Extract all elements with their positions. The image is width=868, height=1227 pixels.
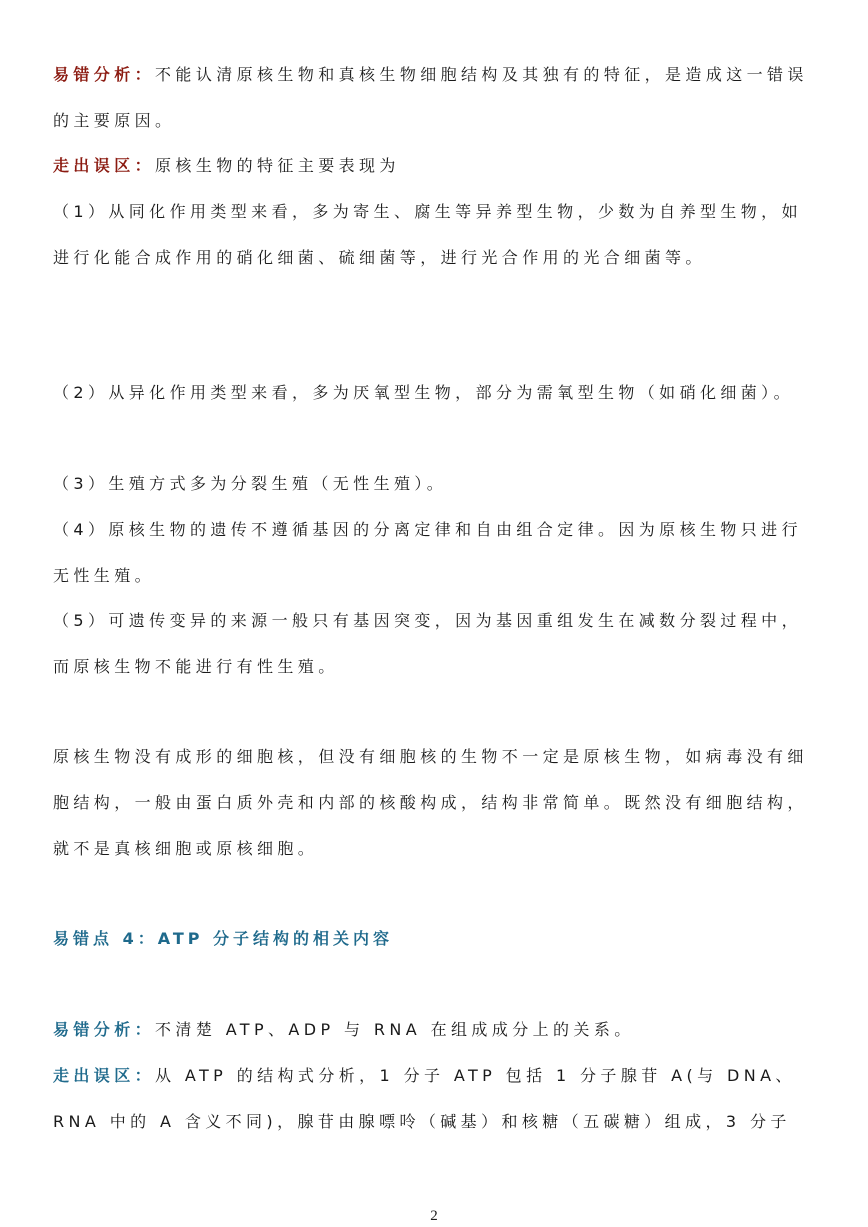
paragraph-point-5: （5）可遗传变异的来源一般只有基因突变，因为基因重组发生在减数分裂过程中，而原核生物不能进行有性生殖。 <box>53 611 802 676</box>
paragraph-virus-note: 原核生物没有成形的细胞核，但没有细胞核的生物不一定是原核生物，如病毒没有细胞结构，一般由蛋白质外壳和内部的核酸构成，结构非常简单。既然没有细胞结构，就不是真核细胞或原核细胞。 <box>53 747 808 858</box>
paragraph-error-analysis-1 <box>53 52 815 144</box>
label-error-analysis: 易错分析： <box>53 65 156 84</box>
paragraph-way-out-2 <box>53 1053 815 1145</box>
paragraph-text: 原核生物的特征主要表现为 <box>155 156 400 175</box>
label-way-out: 走出误区： <box>53 1066 156 1085</box>
paragraph-point-4: （4）原核生物的遗传不遵循基因的分离定律和自由组合定律。因为原核生物只进行无性生殖。 <box>53 520 802 585</box>
paragraph-point-3: （3）生殖方式多为分裂生殖（无性生殖）。 <box>53 474 448 493</box>
paragraph-point-1: （1）从同化作用类型来看，多为寄生、腐生等异养型生物，少数为自养型生物，如进行化能合成作用的硝化细菌、硫细菌等，进行光合作用的光合细菌等。 <box>53 202 802 267</box>
label-error-analysis: 易错分析： <box>53 1020 156 1039</box>
paragraph-text: 不清楚 ATP、ADP 与 RNA 在组成成分上的关系。 <box>155 1020 635 1039</box>
paragraph-error-analysis-2 <box>53 1007 815 1053</box>
paragraph-point-2: （2）从异化作用类型来看，多为厌氧型生物，部分为需氧型生物（如硝化细菌）。 <box>53 383 794 402</box>
label-way-out: 走出误区： <box>53 156 156 175</box>
page-number: 2 <box>430 1208 438 1224</box>
paragraph-text: 从 ATP 的结构式分析，1 分子 ATP 包括 1 分子腺苷 A(与 DNA、RNA 中的 A 含义不同)，腺苷由腺嘌呤（碱基）和核糖（五碳糖）组成，3 分子 <box>53 1066 796 1131</box>
paragraph-text: 不能认清原核生物和真核生物细胞结构及其独有的特征，是造成这一错误的主要原因。 <box>53 65 808 130</box>
paragraph-way-out-1 <box>53 143 815 189</box>
section-heading: 易错点 4：ATP 分子结构的相关内容 <box>53 929 394 948</box>
